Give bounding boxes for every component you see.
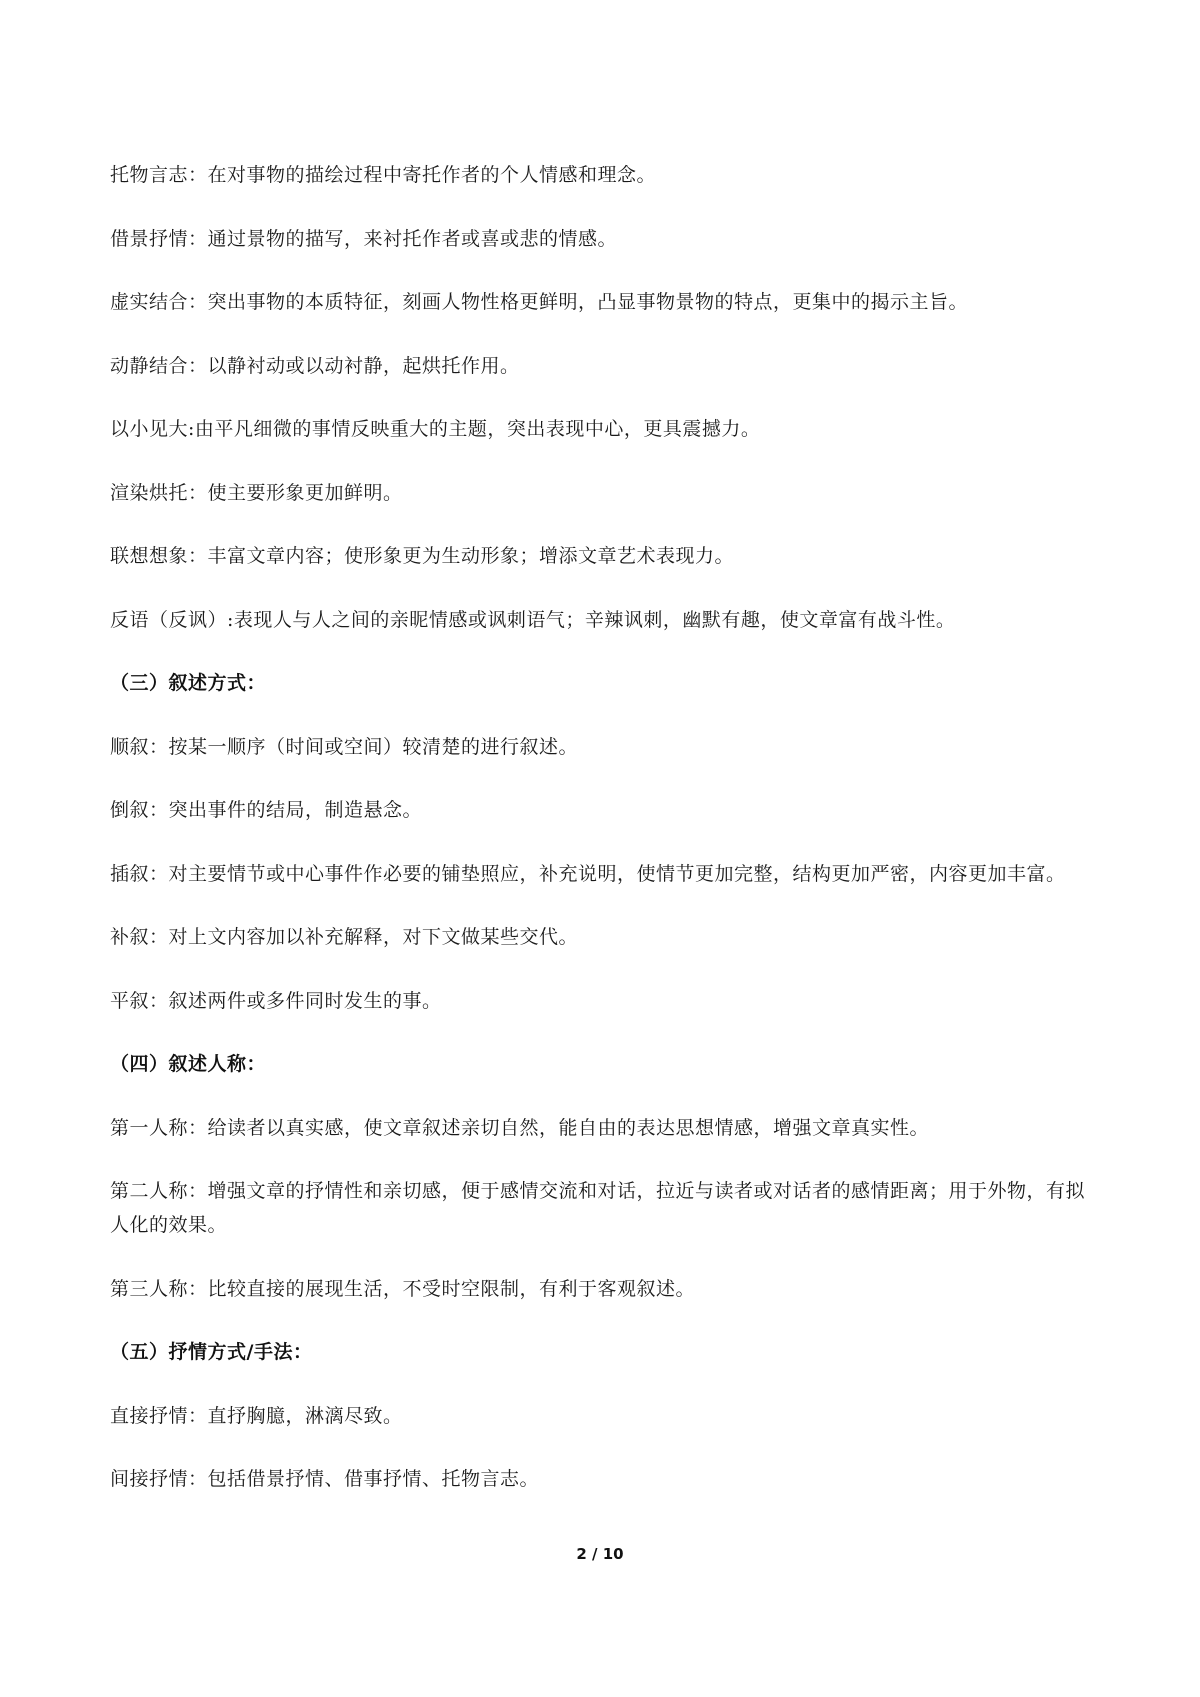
paragraph: 第一人称：给读者以真实感，使文章叙述亲切自然，能自由的表达思想情感，增强文章真实性。 xyxy=(110,1116,930,1139)
paragraph: 顺叙：按某一顺序（时间或空间）较清楚的进行叙述。 xyxy=(110,735,579,758)
section-heading: （三）叙述方式： xyxy=(110,672,267,694)
paragraph: 间接抒情：包括借景抒情、借事抒情、托物言志。 xyxy=(110,1468,540,1490)
section-heading: （四）叙述人称： xyxy=(110,1053,267,1075)
paragraph: 补叙：对上文内容加以补充解释，对下文做某些交代。 xyxy=(110,926,579,948)
paragraph: 平叙：叙述两件或多件同时发生的事。 xyxy=(110,989,442,1012)
page-number: 2 / 10 xyxy=(576,1545,624,1563)
paragraph: 虚实结合：突出事物的本质特征，刻画人物性格更鲜明，凸显事物景物的特点，更集中的揭示主旨。 xyxy=(110,291,969,313)
paragraph: 第三人称：比较直接的展现生活，不受时空限制，有利于客观叙述。 xyxy=(110,1277,696,1300)
paragraph: 动静结合：以静衬动或以动衬静，起烘托作用。 xyxy=(110,354,520,377)
paragraph: 第二人称：增强文章的抒情性和亲切感，便于感情交流和对话，拉近与读者或对话者的感情距离；用于外物，有拟人化的效果。 xyxy=(110,1180,1086,1236)
paragraph: 直接抒情：直抒胸臆，淋漓尽致。 xyxy=(110,1404,403,1427)
paragraph: 插叙：对主要情节或中心事件作必要的铺垫照应，补充说明，使情节更加完整，结构更加严密，内容更加丰富。 xyxy=(110,862,1066,885)
document-body xyxy=(110,158,1100,1526)
paragraph: 以小见大:由平凡细微的事情反映重大的主题，突出表现中心，更具震撼力。 xyxy=(110,418,761,440)
paragraph: 联想想象：丰富文章内容；使形象更为生动形象；增添文章艺术表现力。 xyxy=(110,545,735,567)
section-heading: （五）抒情方式/手法： xyxy=(110,1341,313,1363)
paragraph: 托物言志：在对事物的描绘过程中寄托作者的个人情感和理念。 xyxy=(110,164,657,186)
paragraph: 渲染烘托：使主要形象更加鲜明。 xyxy=(110,481,403,504)
paragraph: 借景抒情：通过景物的描写，来衬托作者或喜或悲的情感。 xyxy=(110,227,618,250)
paragraph: 反语（反讽）:表现人与人之间的亲昵情感或讽刺语气；辛辣讽刺，幽默有趣，使文章富有战斗性。 xyxy=(110,608,956,631)
paragraph: 倒叙：突出事件的结局，制造悬念。 xyxy=(110,799,423,821)
